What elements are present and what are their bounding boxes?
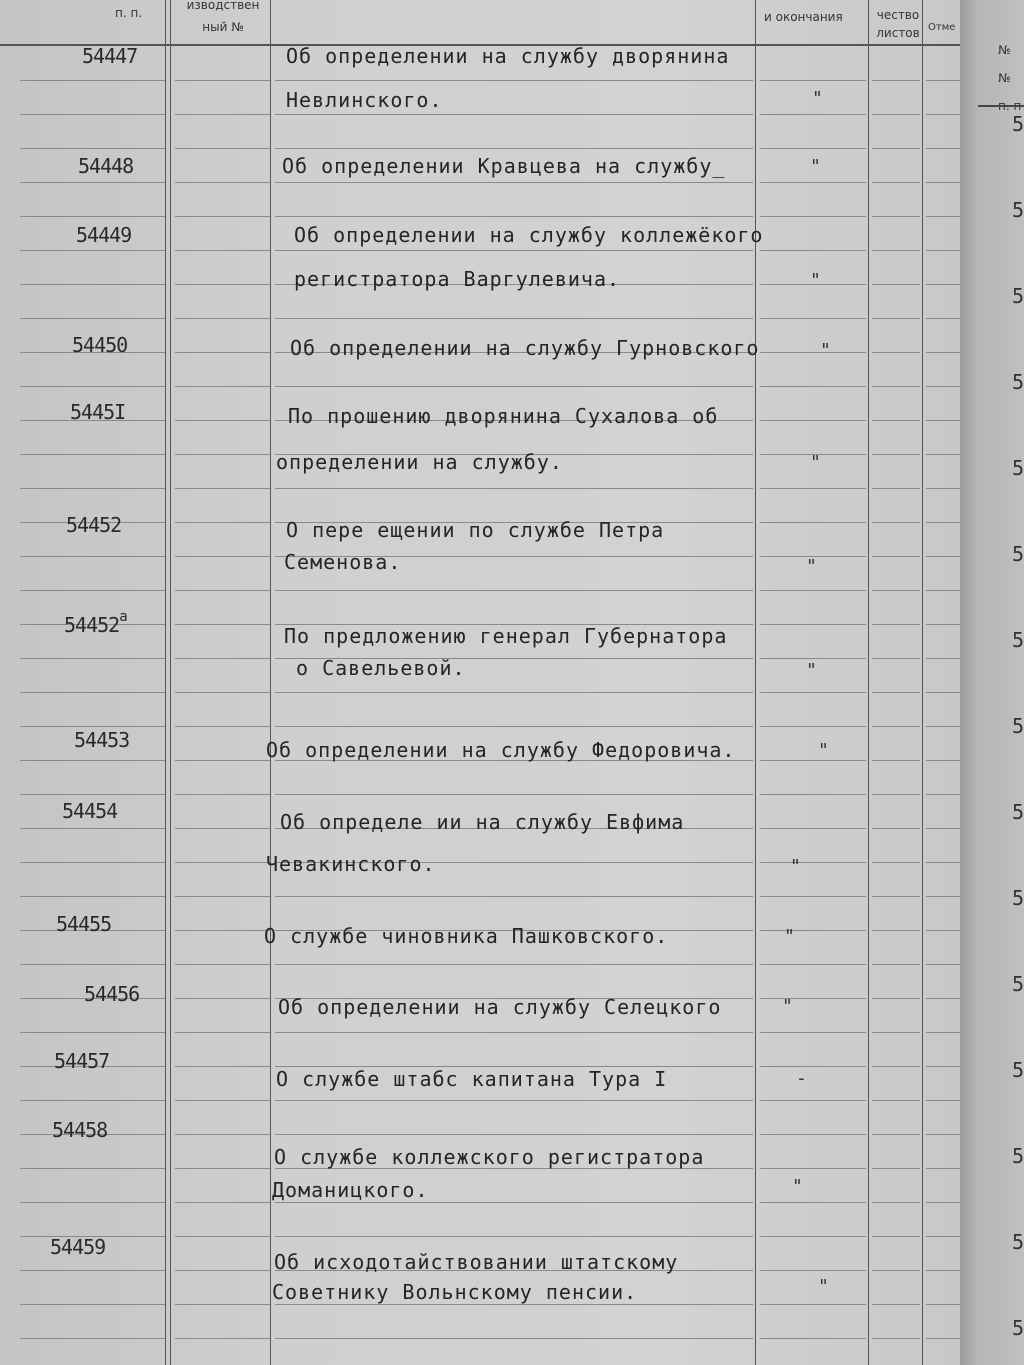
header-record: изводствен ный № <box>186 0 260 34</box>
rule-line <box>872 930 920 931</box>
rule-line <box>760 522 866 523</box>
entry-text: Чевакинского. <box>266 852 436 876</box>
ditto-mark: " <box>792 1176 803 1197</box>
entry-text: Об определении на службу Селецкого <box>278 995 722 1019</box>
rule-line <box>760 1338 866 1339</box>
next-page-digit: 5 <box>1012 198 1024 222</box>
rule-line <box>926 488 960 489</box>
rule-line <box>872 1304 920 1305</box>
rule-line <box>926 284 960 285</box>
entry-text: Об определении на службу дворянина <box>286 44 730 68</box>
rule-line <box>275 964 753 965</box>
rule-line <box>760 862 866 863</box>
rule-line <box>175 1032 270 1033</box>
entry-number: 54450 <box>72 333 128 357</box>
rule-line <box>175 488 270 489</box>
rule-line <box>275 1100 753 1101</box>
rule-line <box>872 148 920 149</box>
rule-line <box>175 998 270 999</box>
rule-line <box>872 1168 920 1169</box>
rule-line <box>872 998 920 999</box>
rule-line <box>20 726 165 727</box>
next-page-digit: 5 <box>1012 1144 1024 1168</box>
rule-line <box>275 318 753 319</box>
next-page-digit: 5 <box>1012 886 1024 910</box>
ditto-mark: " <box>820 340 831 361</box>
next-page-digit: 5 <box>1012 456 1024 480</box>
next-page-digit: 5 <box>1012 542 1024 566</box>
rule-line <box>275 250 753 251</box>
rule-line <box>872 624 920 625</box>
rule-line <box>175 760 270 761</box>
rule-line <box>275 114 753 115</box>
rule-line <box>20 862 165 863</box>
next-page-digit: 5 <box>1012 370 1024 394</box>
column-divider <box>922 0 923 1365</box>
rule-line <box>872 760 920 761</box>
rule-line <box>20 284 165 285</box>
entry-text: определении на службу. <box>276 450 563 474</box>
rule-line <box>760 80 866 81</box>
rule-line <box>175 828 270 829</box>
rule-line <box>20 114 165 115</box>
rule-line <box>20 556 165 557</box>
rule-line <box>20 148 165 149</box>
rule-line <box>872 862 920 863</box>
rule-line <box>275 488 753 489</box>
rule-line <box>760 1270 866 1271</box>
rule-line <box>926 182 960 183</box>
rule-line <box>760 250 866 251</box>
rule-line <box>20 590 165 591</box>
rule-line <box>926 726 960 727</box>
rule-line <box>926 556 960 557</box>
rule-line <box>872 828 920 829</box>
table-header <box>0 0 960 46</box>
rule-line <box>926 454 960 455</box>
rule-line <box>20 1338 165 1339</box>
rule-line <box>760 1066 866 1067</box>
rule-line <box>872 114 920 115</box>
column-divider <box>868 0 869 1365</box>
rule-line <box>175 692 270 693</box>
entry-text: По прошению дворянина Сухалова об <box>288 404 719 428</box>
rule-line <box>275 1236 753 1237</box>
rule-line <box>872 1338 920 1339</box>
rule-line <box>20 828 165 829</box>
rule-line <box>926 964 960 965</box>
rule-line <box>175 726 270 727</box>
rule-line <box>20 1168 165 1169</box>
rule-line <box>20 658 165 659</box>
rule-line <box>175 624 270 625</box>
rule-line <box>926 1100 960 1101</box>
rule-line <box>926 896 960 897</box>
rule-line <box>872 896 920 897</box>
rule-line <box>872 556 920 557</box>
rule-line <box>926 1032 960 1033</box>
rule-line <box>20 964 165 965</box>
rule-line <box>760 1100 866 1101</box>
rule-line <box>760 624 866 625</box>
entry-text: регистратора Варгулевича. <box>294 267 621 291</box>
rule-line <box>275 80 753 81</box>
rule-line <box>926 1270 960 1271</box>
rule-line <box>760 1304 866 1305</box>
header-number: п. п. <box>115 6 143 20</box>
rule-line <box>175 1134 270 1135</box>
rule-line <box>872 1100 920 1101</box>
column-divider <box>170 0 171 1365</box>
rule-line <box>760 386 866 387</box>
rule-line <box>760 182 866 183</box>
entry-text: О службе чиновника Пашковского. <box>264 924 669 948</box>
rule-line <box>872 726 920 727</box>
rule-line <box>760 114 866 115</box>
rule-line <box>926 352 960 353</box>
entry-text: По предложению генерал Губернатора <box>284 624 728 648</box>
rule-line <box>926 1236 960 1237</box>
rule-line <box>872 318 920 319</box>
rule-line <box>760 930 866 931</box>
entry-number: 54452 <box>66 513 122 537</box>
entry-number: 54447 <box>82 44 138 68</box>
rule-line <box>926 318 960 319</box>
ditto-mark: " <box>818 1276 829 1297</box>
rule-line <box>20 1100 165 1101</box>
rule-line <box>872 80 920 81</box>
next-page-digit: 5 <box>1012 1230 1024 1254</box>
header-sheets: чество листов <box>876 8 920 40</box>
rule-line <box>175 590 270 591</box>
rule-line <box>926 80 960 81</box>
rule-line <box>926 760 960 761</box>
rule-line <box>926 148 960 149</box>
column-divider <box>165 0 166 1365</box>
rule-line <box>275 216 753 217</box>
rule-line <box>20 216 165 217</box>
rule-line <box>872 1202 920 1203</box>
next-page-digit: 5 <box>1012 800 1024 824</box>
ditto-mark: " <box>812 88 823 109</box>
rule-line <box>175 1066 270 1067</box>
next-page-digit: 5 <box>1012 972 1024 996</box>
rule-line <box>20 1270 165 1271</box>
rule-line <box>175 148 270 149</box>
rule-line <box>926 522 960 523</box>
entry-text: Семенова. <box>284 550 402 574</box>
entry-text: о Савельевой. <box>296 656 466 680</box>
rule-line <box>926 114 960 115</box>
rule-line <box>175 386 270 387</box>
next-page-digit: 5 <box>1012 284 1024 308</box>
rule-line <box>760 896 866 897</box>
rule-line <box>760 1032 866 1033</box>
rule-line <box>926 658 960 659</box>
rule-line <box>760 692 866 693</box>
entry-text: Об определении на службу Гурновского <box>290 336 760 360</box>
header-dates: и окончания <box>764 10 843 24</box>
rule-line <box>20 318 165 319</box>
rule-line <box>926 250 960 251</box>
next-page-rule <box>978 105 1024 107</box>
entry-number: 5445I <box>70 400 126 424</box>
rule-line <box>275 692 753 693</box>
rule-line <box>760 760 866 761</box>
rule-line <box>926 1134 960 1135</box>
rule-line <box>872 454 920 455</box>
entry-number: 54448 <box>78 154 134 178</box>
rule-line <box>760 964 866 965</box>
rule-line <box>760 1236 866 1237</box>
rule-line <box>175 216 270 217</box>
entry-text: Доманицкого. <box>272 1178 429 1202</box>
rule-line <box>20 182 165 183</box>
rule-line <box>275 386 753 387</box>
rule-line <box>926 862 960 863</box>
rule-line <box>760 1202 866 1203</box>
next-page-digit: 5 <box>1012 1058 1024 1082</box>
rule-line <box>760 420 866 421</box>
rule-line <box>872 1032 920 1033</box>
rule-line <box>175 556 270 557</box>
rule-line <box>872 1134 920 1135</box>
ditto-mark: " <box>782 996 793 1017</box>
ditto-mark: " <box>806 660 817 681</box>
entry-number: 54459 <box>50 1235 106 1259</box>
ditto-mark: - <box>796 1068 807 1089</box>
rule-line <box>760 998 866 999</box>
entry-text: Об определении на службу коллежёкого <box>294 223 764 247</box>
rule-line <box>760 1134 866 1135</box>
rule-line <box>926 624 960 625</box>
rule-line <box>760 658 866 659</box>
rule-line <box>760 726 866 727</box>
entry-text: Об определе ии на службу Евфима <box>280 810 685 834</box>
rule-line <box>175 862 270 863</box>
rule-line <box>20 1202 165 1203</box>
rule-line <box>926 1168 960 1169</box>
rule-line <box>872 692 920 693</box>
entry-number: 54457 <box>54 1049 110 1073</box>
rule-line <box>275 794 753 795</box>
ditto-mark: " <box>810 452 821 473</box>
rule-line <box>275 590 753 591</box>
ditto-mark: " <box>810 270 821 291</box>
entry-text: О службе коллежского регистратора <box>274 1145 705 1169</box>
rule-line <box>20 1304 165 1305</box>
rule-line <box>175 284 270 285</box>
rule-line <box>926 692 960 693</box>
rule-line <box>872 794 920 795</box>
rule-line <box>872 1270 920 1271</box>
entry-number: 54449 <box>76 223 132 247</box>
rule-line <box>20 80 165 81</box>
rule-line <box>175 658 270 659</box>
rule-line <box>275 182 753 183</box>
rule-line <box>20 760 165 761</box>
rule-line <box>275 896 753 897</box>
next-page-edge <box>960 0 1024 1365</box>
rule-line <box>20 794 165 795</box>
rule-line <box>872 182 920 183</box>
rule-line <box>275 1202 753 1203</box>
entry-text: Об определении Кравцева на службу_ <box>282 154 726 178</box>
rule-line <box>926 216 960 217</box>
rule-line <box>872 488 920 489</box>
rule-line <box>175 114 270 115</box>
rule-line <box>175 352 270 353</box>
rule-line <box>760 352 866 353</box>
rule-line <box>175 794 270 795</box>
rule-line <box>926 930 960 931</box>
rule-line <box>275 148 753 149</box>
rule-line <box>20 692 165 693</box>
rule-line <box>175 1338 270 1339</box>
rule-line <box>872 658 920 659</box>
entry-number: $54452^а$ <box>64 609 127 637</box>
ditto-mark: " <box>790 856 801 877</box>
rule-line <box>872 352 920 353</box>
entry-number: 54458 <box>52 1118 108 1142</box>
rule-line <box>20 250 165 251</box>
rule-line <box>760 318 866 319</box>
rule-line <box>175 250 270 251</box>
rule-line <box>926 998 960 999</box>
rule-line <box>175 1236 270 1237</box>
rule-line <box>175 964 270 965</box>
rule-line <box>20 1032 165 1033</box>
rule-line <box>760 216 866 217</box>
header-notes: Отме <box>928 22 956 33</box>
rule-line <box>175 80 270 81</box>
rule-line <box>872 1066 920 1067</box>
rule-line <box>175 454 270 455</box>
entry-text: Невлинского. <box>286 88 443 112</box>
entry-number: 54456 <box>84 982 140 1006</box>
rule-line <box>20 454 165 455</box>
rule-line <box>872 250 920 251</box>
rule-line <box>760 488 866 489</box>
next-page-digit: 5 <box>1012 628 1024 652</box>
rule-line <box>926 1338 960 1339</box>
rule-line <box>175 1270 270 1271</box>
rule-line <box>175 1168 270 1169</box>
rule-line <box>872 386 920 387</box>
rule-line <box>175 1100 270 1101</box>
ditto-mark: " <box>784 926 795 947</box>
rule-line <box>926 590 960 591</box>
rule-line <box>926 828 960 829</box>
rule-line <box>175 182 270 183</box>
rule-line <box>872 964 920 965</box>
rule-line <box>175 1304 270 1305</box>
rule-line <box>275 1032 753 1033</box>
next-page-digit: 5 <box>1012 1316 1024 1340</box>
rule-line <box>275 1304 753 1305</box>
rule-line <box>175 522 270 523</box>
rule-line <box>872 590 920 591</box>
rule-line <box>20 488 165 489</box>
rule-line <box>872 420 920 421</box>
rule-line <box>926 1304 960 1305</box>
rule-line <box>760 794 866 795</box>
entry-number: 54455 <box>56 912 112 936</box>
next-page-digit: 5 <box>1012 714 1024 738</box>
rule-line <box>20 896 165 897</box>
entry-text: О службе штабс капитана Тура I <box>276 1067 668 1091</box>
rule-line <box>926 1202 960 1203</box>
rule-line <box>926 794 960 795</box>
entry-text: Об исходотайствовании штатскому <box>274 1250 679 1274</box>
ditto-mark: " <box>806 556 817 577</box>
entry-number: 54454 <box>62 799 118 823</box>
rule-line <box>175 420 270 421</box>
column-divider <box>270 0 271 1365</box>
rule-line <box>175 930 270 931</box>
rule-line <box>20 386 165 387</box>
rule-line <box>175 1202 270 1203</box>
entry-number: 54453 <box>74 728 130 752</box>
rule-line <box>872 284 920 285</box>
entry-text: О пере ещении по службе Петра <box>286 518 665 542</box>
rule-line <box>760 148 866 149</box>
rule-line <box>926 386 960 387</box>
ditto-mark: " <box>810 156 821 177</box>
next-page-digit: 5 <box>1012 112 1024 136</box>
next-page-header: №№ <box>998 43 1011 85</box>
rule-line <box>275 1134 753 1135</box>
rule-line <box>175 896 270 897</box>
rule-line <box>760 828 866 829</box>
rule-line <box>175 318 270 319</box>
rule-line <box>872 216 920 217</box>
rule-line <box>872 1236 920 1237</box>
entry-number-suffix: а <box>119 609 127 625</box>
entry-text: Советнику Вольнскому пенсии. <box>272 1280 638 1304</box>
ditto-mark: " <box>818 740 829 761</box>
column-divider <box>755 0 756 1365</box>
rule-line <box>872 522 920 523</box>
rule-line <box>275 1338 753 1339</box>
rule-line <box>926 420 960 421</box>
entry-text: Об определении на службу Федоровича. <box>266 738 736 762</box>
rule-line <box>760 1168 866 1169</box>
rule-line <box>275 726 753 727</box>
rule-line <box>760 590 866 591</box>
rule-line <box>926 1066 960 1067</box>
